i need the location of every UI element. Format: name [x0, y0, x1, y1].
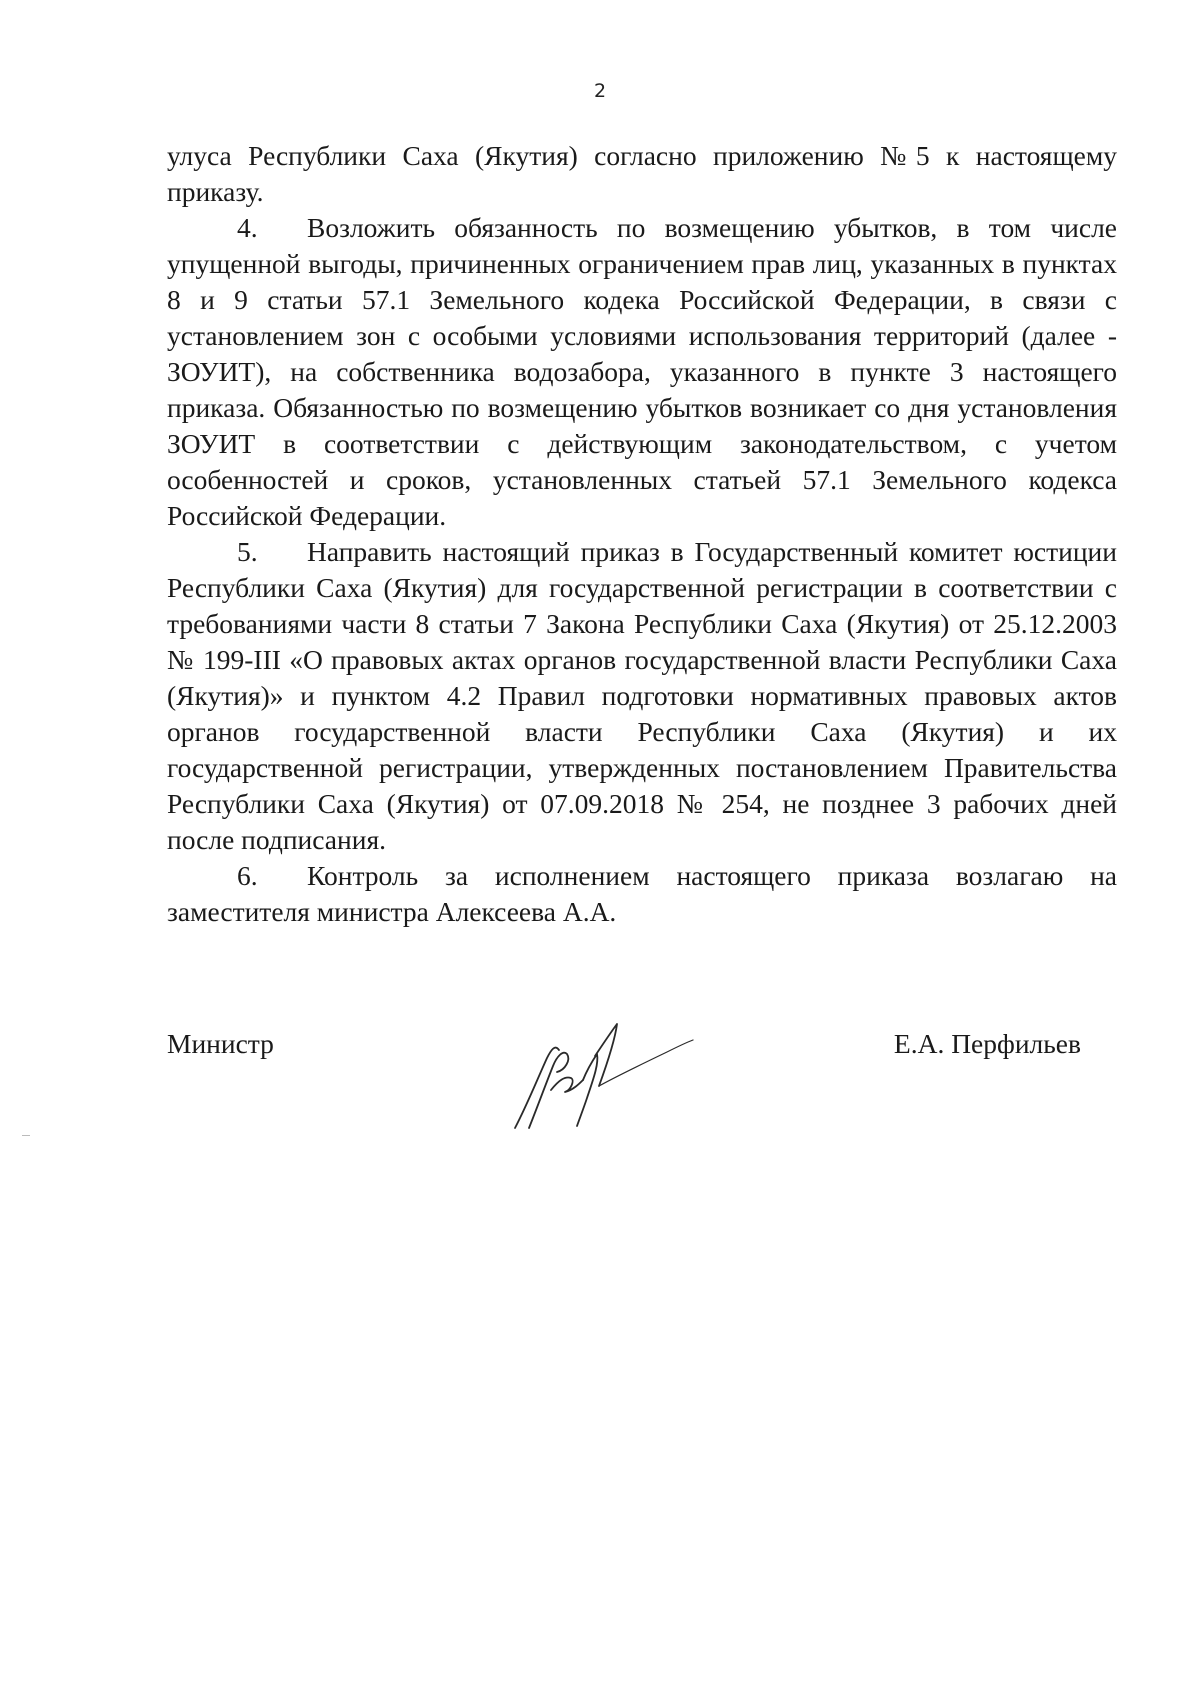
paragraph-text: улуса Республики Саха (Якутия) согласно приложению №5 к настоящему приказу.: [167, 140, 1117, 207]
scan-edge-mark: [22, 1135, 30, 1136]
paragraph-5: [167, 534, 1117, 858]
paragraph-number: 5.: [237, 536, 258, 567]
handwritten-signature: [507, 1020, 697, 1135]
paragraph-continuation: [167, 138, 1117, 210]
page-number: 2: [593, 80, 607, 102]
document-body: [167, 138, 1117, 930]
paragraph-text: Направить настоящий приказ в Государственный комитет юстиции Республики Саха (Якутия) для государственной регистрации в соответствии с требованиями части 8 статьи 7 Закона Республики Саха (Якутия) от 25.12.2003 № 199-III «О правовых актах органов государственной власти Республики Саха (Якутия)» и пунктом 4.2 Правил подготовки нормативных правовых актов органов государственной власти Республики Саха (Якутия) и их государственной регистрации, утвержденных постановлением Правительства Республики Саха (Якутия) от 07.09.2018 № 254, не позднее 3 рабочих дней после подписания.: [167, 536, 1117, 855]
paragraph-4: [167, 210, 1117, 534]
paragraph-number: 6.: [237, 860, 258, 891]
signatory-title: Министр: [167, 1028, 274, 1059]
signatory-name: Е.А. Перфильев: [893, 1028, 1081, 1059]
paragraph-number: 4.: [237, 212, 258, 243]
signature-block: [167, 1020, 1117, 1140]
paragraph-text: Контроль за исполнением настоящего приказа возлагаю на заместителя министра Алексеева А.А.: [167, 860, 1117, 927]
paragraph-text: Возложить обязанность по возмещению убытков, в том числе упущенной выгоды, причиненных ограничением прав лиц, указанных в пунктах 8 и 9 статьи 57.1 Земельного кодека Российской Федерации, в связи с установлением зон с особыми условиями использования территорий (далее - ЗОУИТ), на собственника водозабора, указанного в пункте 3 настоящего приказа. Обязанностью по возмещению убытков возникает со дня установления ЗОУИТ в соответствии с действующим законодательством, с учетом особенностей и сроков, установленных статьей 57.1 Земельного кодекса Российской Федерации.: [167, 212, 1117, 531]
paragraph-6: [167, 858, 1117, 930]
